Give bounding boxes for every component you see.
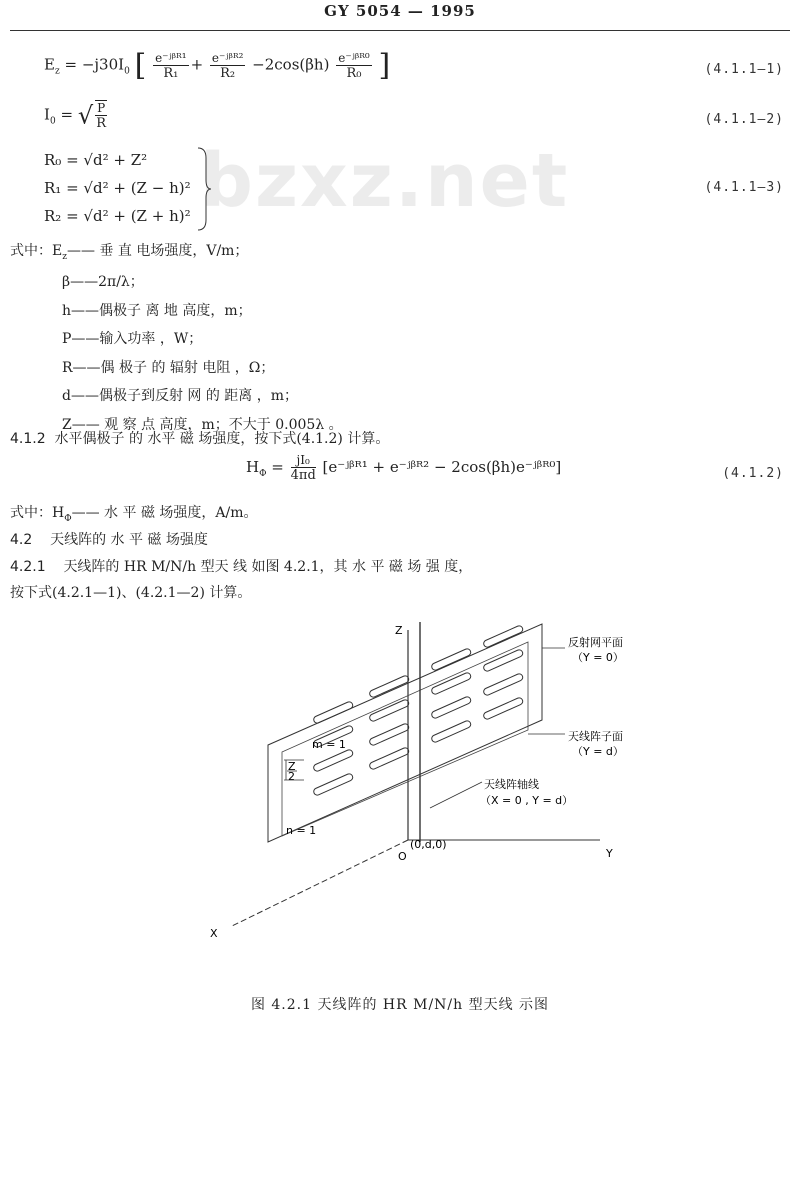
eq1-frac1: $\frac{\text{e⁻ʲᵝᴿ¹}}{\text{R₁}}$ — [155, 50, 187, 81]
eq2-number: (4.1.1—2) — [704, 112, 784, 127]
fig-label-reflect: 反射网平面 — [568, 636, 623, 649]
eq3-brace — [196, 146, 212, 232]
fig-label-m: m = 1 — [312, 738, 346, 751]
eq1-bracket-close: ] — [378, 48, 391, 83]
fig-label-array-eq: （Y = d） — [572, 745, 624, 758]
reflect-plane — [268, 624, 542, 842]
section-4-1-2: 4.1.2 水平偶极子 的 水平 磁 场强度，按下式(4.1.2) 计算。 — [10, 431, 390, 447]
fig-label-n: n = 1 — [286, 824, 317, 837]
defs1-intro: 式中：$E_z——$ 垂 直 电场强度，V/m； — [10, 243, 249, 262]
section-4-2-1-cont: 按下式(4.2.1—1)、(4.2.1—2) 计算。 — [10, 585, 252, 601]
def-h: h——偶极子 离 地 高度，m； — [62, 302, 252, 319]
figure-4-2-1 — [0, 610, 800, 950]
fig-label-axis: 天线阵轴线 — [484, 778, 539, 791]
fig-label-axis-eq: （X = 0 , Y = d） — [480, 794, 574, 807]
dipoles — [313, 625, 524, 796]
fig-frac-den: 2 — [288, 770, 295, 783]
header-rule — [10, 30, 790, 31]
fig-origin-coord: (0,d,0) — [410, 838, 447, 851]
eq2-frac: $\frac{P}{R}$ — [96, 101, 107, 131]
eq412-frac: $\frac{\text{jI₀}}{4\pi d}$ — [290, 453, 316, 483]
eq1-bracket-open: [ — [134, 48, 147, 83]
def-r: R——偶 极子 的 辐射 电阻 ，Ω； — [62, 359, 275, 376]
def-z: Z—— 观 察 点 高度，m；不大于 0.005λ 。 — [62, 416, 343, 433]
defs1-list — [62, 268, 343, 439]
section-4-2-1: 4.2.1 天线阵的 HR M/N/h 型天 线 如图 4.2.1，其 水 平 磁 场 强 度， — [10, 559, 473, 575]
fig-axis-x: X — [210, 927, 218, 940]
def-p: P——输入功率 ，W； — [62, 331, 203, 347]
fig-label-reflect-eq: （Y = 0） — [572, 651, 624, 664]
eq3-number: (4.1.1—3) — [704, 180, 784, 195]
fig-axis-y: Y — [606, 847, 613, 860]
page-header: GY 5054 — 1995 — [324, 2, 476, 20]
def-d: d——偶极子到反射 网 的 距离 ，m； — [62, 388, 299, 404]
eq1-pre-sub: 0 — [124, 66, 130, 77]
eq1-lhs-sub: z — [54, 66, 60, 77]
fig-origin: O — [398, 850, 407, 863]
eq1-pre: = −j30I — [64, 55, 125, 74]
x-axis — [232, 840, 408, 926]
figure-caption: 图 4.2.1 天线阵的 HR M/N/h 型天线 示图 — [250, 997, 550, 1013]
eq3-r2: R₂ = √d² + (Z + h)² — [44, 207, 191, 225]
eq1-lhs: E — [44, 55, 55, 74]
eq1-mid: −2cos(βh) — [252, 55, 330, 74]
fig-axis-z: Z — [395, 624, 403, 637]
fig-frac-num: Z — [288, 760, 296, 773]
fig-label-array: 天线阵子面 — [568, 730, 623, 743]
equation-4-1-1-2: $I_0$ = √ $\frac{P}{R}$ — [44, 101, 107, 131]
eq3-r1: R₁ = √d² + (Z − h)² — [44, 179, 191, 197]
eq1-number: (4.1.1—1) — [704, 62, 784, 77]
eq412-number: (4.1.2) — [722, 466, 784, 481]
eq1-frac3: $\frac{\text{e⁻ʲᵝᴿ⁰}}{\text{R₀}}$ — [338, 50, 370, 81]
eq1-frac2: $\frac{\text{e⁻ʲᵝᴿ²}}{\text{R₂}}$ — [211, 50, 244, 81]
equation-4-1-1-1: $E_z = -j30I_0$ [ $\frac{\text{e⁻ʲᵝᴿ¹}}{\text{R₁}}$ + $\frac{\text{e⁻ʲᵝᴿ²}}{\text{R₂}}$ −2cos(βh) $\frac{\text{e⁻ʲᵝᴿ⁰}}{\text{R₀}}$ ] — [44, 48, 391, 83]
eq3-r0: R₀ = √d² + Z² — [44, 151, 148, 169]
watermark: bzxz.net — [200, 138, 570, 224]
def-beta: β——2π/λ； — [62, 274, 144, 290]
section-4-2: 4.2 天线阵的 水 平 磁 场强度 — [10, 532, 208, 548]
equation-4-1-2: $H_\Phi$ = $\frac{\text{jI₀}}{4\pi d}$ [e⁻ʲᵝᴿ¹ + e⁻ʲᵝᴿ² − 2cos(βh)e⁻ʲᵝᴿ⁰] — [246, 453, 562, 483]
defs2: 式中：$H_\Phi——$ 水 平 磁 场强度，A/m。 — [10, 505, 258, 524]
equation-4-1-1-3 — [44, 146, 191, 230]
